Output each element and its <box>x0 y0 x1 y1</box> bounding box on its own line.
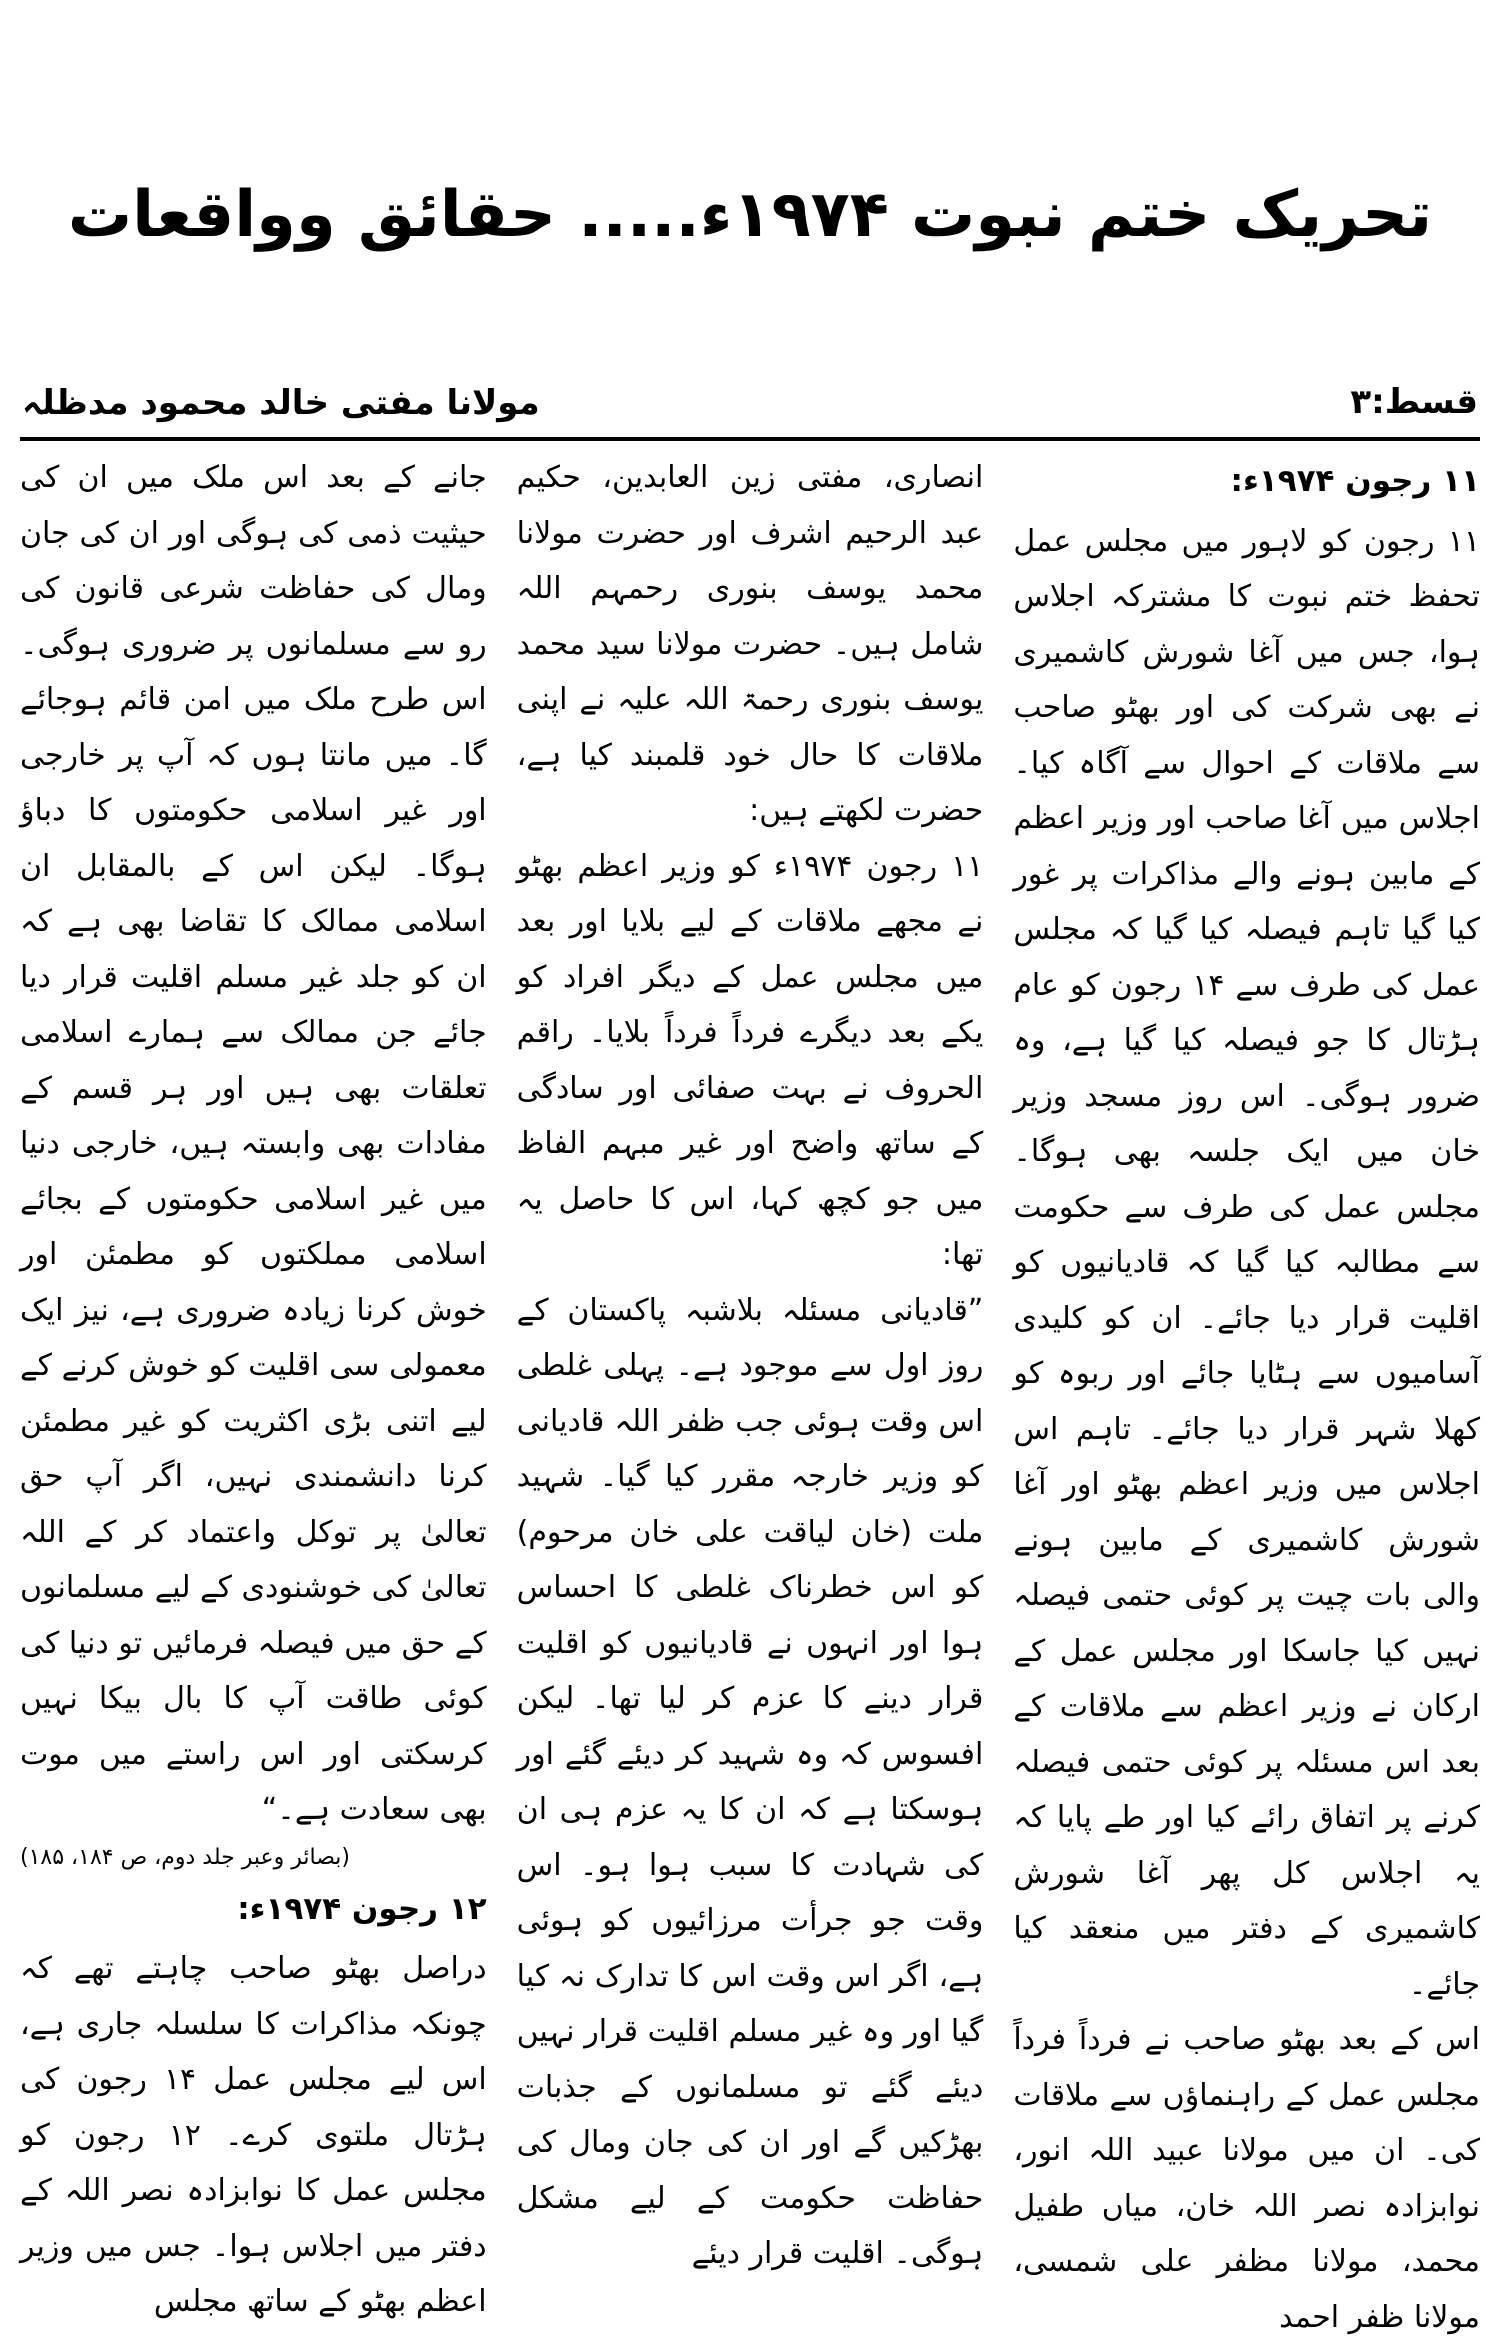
paragraph: انصاری، مفتی زین العابدین، حکیم عبد الرحیم اشرف اور حضرت مولانا محمد یوسف بنوری رحمہم اللہ شامل ہیں۔ حضرت مولانا سید محمد یوسف بنوری رحمۃ اللہ علیہ نے اپنی ملاقات کا حال خود قلمبند کیا ہے، حضرت لکھتے ہیں: <box>516 460 984 828</box>
author-byline: مولانا مفتی خالد محمود مدظلہ <box>22 382 540 423</box>
date-heading: ۱۱ رجون ۱۹۷۴ء: <box>1230 463 1480 499</box>
paragraph: اس کے بعد بھٹو صاحب نے فرداً فرداً مجلس عمل کے راہنماؤں سے ملاقات کی۔ ان میں مولانا عبید اللہ انور، نوابزادہ نصر اللہ خان، میاں طفیل محمد، مولانا مظفر علی شمسی، مولانا ظفر احمد <box>1013 2022 1480 2335</box>
byline-row <box>22 378 1478 426</box>
header-divider <box>20 437 1480 441</box>
column-right <box>1013 450 1480 2335</box>
quote-paragraph: جانے کے بعد اس ملک میں ان کی حیثیت ذمی کی ہوگی اور ان کی جان ومال کی حفاظت شرعی قانون کی رو سے مسلمانوں پر ضروری ہوگی۔ اس طرح ملک میں امن قائم ہوجائے گا۔ میں مانتا ہوں کہ آپ پر خارجی اور غیر اسلامی حکومتوں کا دباؤ ہوگا۔ لیکن اس کے بالمقابل ان اسلامی ممالک کا تقاضا بھی ہے کہ ان کو جلد غیر مسلم اقلیت قرار دیا جائے جن ممالک سے ہمارے اسلامی تعلقات بھی ہیں اور ہر قسم کے مفادات بھی وابستہ ہیں، خارجی دنیا میں غیر اسلامی حکومتوں کے بجائے اسلامی مملکتوں کو مطمئن اور خوش کرنا زیادہ ضروری ہے، نیز ایک معمولی سی اقلیت کو خوش کرنے کے لیے اتنی بڑی اکثریت کو غیر مطمئن کرنا دانشمندی نہیں، اگر آپ حق تعالیٰ پر توکل واعتماد کر کے اللہ تعالیٰ کی خوشنودی کے لیے مسلمانوں کے حق میں فیصلہ فرمائیں تو دنیا کی کوئی طاقت آپ کا بال بیکا نہیں کرسکتی اور اس راستے میں موت بھی سعادت ہے۔“ <box>19 460 487 1827</box>
article-columns <box>19 450 1480 2335</box>
paragraph: ۱۱ رجون کو لاہور میں مجلس عمل تحفظ ختم نبوت کا مشترکہ اجلاس ہوا، جس میں آغا شورش کاشمیری نے بھی شرکت کی اور بھٹو صاحب سے ملاقات کے احوال سے آگاہ کیا۔ اجلاس میں آغا صاحب اور وزیر اعظم کے مابین ہونے والے مذاکرات پر غور کیا گیا تاہم فیصلہ کیا گیا کہ مجلس عمل کی طرف سے ۱۴ رجون کو عام ہڑتال کا جو فیصلہ کیا گیا ہے، وہ ضرور ہوگی۔ اس روز مسجد وزیر خان میں ایک جلسہ بھی ہوگا۔ مجلس عمل کی طرف سے حکومت سے مطالبہ کیا گیا کہ قادیانیوں کو اقلیت قرار دیا جائے۔ ان کو کلیدی آسامیوں سے ہٹایا جائے اور ربوہ کو کھلا شہر قرار دیا جائے۔ تاہم اس اجلاس میں وزیر اعظم بھٹو اور آغا شورش کاشمیری کے مابین ہونے والی بات چیت پر کوئی حتمی فیصلہ نہیں کیا جاسکا اور مجلس عمل کے ارکان نے وزیر اعظم سے ملاقات کے بعد اس مسئلہ پر کوئی حتمی فیصلہ کرنے پر اتفاق رائے کیا اور طے پایا کہ یہ اجلاس کل پھر آغا شورش کاشمیری کے دفتر میں منعقد کیا جائے۔ <box>1013 523 1480 2002</box>
masthead <box>40 90 1460 340</box>
paragraph: دراصل بھٹو صاحب چاہتے تھے کہ چونکہ مذاکرات کا سلسلہ جاری ہے، اس لیے مجلس عمل ۱۴ رجون کی ہڑتال ملتوی کرے۔ ۱۲ رجون کو مجلس عمل کا نوابزادہ نصر اللہ کے دفتر میں اجلاس ہوا۔ جس میں وزیر اعظم بھٹو کے ساتھ مجلس <box>19 1951 487 2319</box>
column-middle <box>516 450 984 2271</box>
paragraph: ۱۱ رجون ۱۹۷۴ء کو وزیر اعظم بھٹو نے مجھے ملاقات کے لیے بلایا اور بعد میں مجلس عمل کے دیگر افراد کو یکے بعد دیگرے فرداً فرداً بلایا۔ راقم الحروف نے بہت صفائی اور سادگی کے ساتھ واضح اور غیر مبہم الفاظ میں جو کچھ کہا، اس کا حاصل یہ تھا: <box>516 848 984 1272</box>
column-left <box>19 450 487 2319</box>
article-headline: تحریک ختم نبوت ۱۹۷۴ء..... حقائق وواقعات <box>67 177 1433 252</box>
quote-paragraph: ”قادیانی مسئلہ بلاشبہ پاکستان کے روز اول سے موجود ہے۔ پہلی غلطی اس وقت ہوئی جب ظفر اللہ قادیانی کو وزیر خارجہ مقرر کیا گیا۔ شہید ملت (خان لیاقت علی خان مرحوم) کو اس خطرناک غلطی کا احساس ہوا اور انہوں نے قادیانیوں کو اقلیت قرار دینے کا عزم کر لیا تھا۔ لیکن افسوس کہ وہ شہید کر دیئے گئے اور ہوسکتا ہے کہ ان کا یہ عزم ہی ان کی شہادت کا سبب ہوا ہو۔ اس وقت جو جرأت مرزائیوں کو ہوئی ہے، اگر اس وقت اس کا تدارک نہ کیا گیا اور وہ غیر مسلم اقلیت قرار نہیں دیئے گئے تو مسلمانوں کے جذبات بھڑکیں گے اور ان کی جان ومال کی حفاظت حکومت کے لیے مشکل ہوگی۔ اقلیت قرار دیئے <box>516 1292 984 2271</box>
citation: (بصائر وعبر جلد دوم، ص ۱۸۴، ۱۸۵) <box>19 1844 350 1870</box>
installment-label: قسط:۳ <box>1350 382 1478 422</box>
date-heading: ۱۲ رجون ۱۹۷۴ء: <box>237 1890 487 1927</box>
